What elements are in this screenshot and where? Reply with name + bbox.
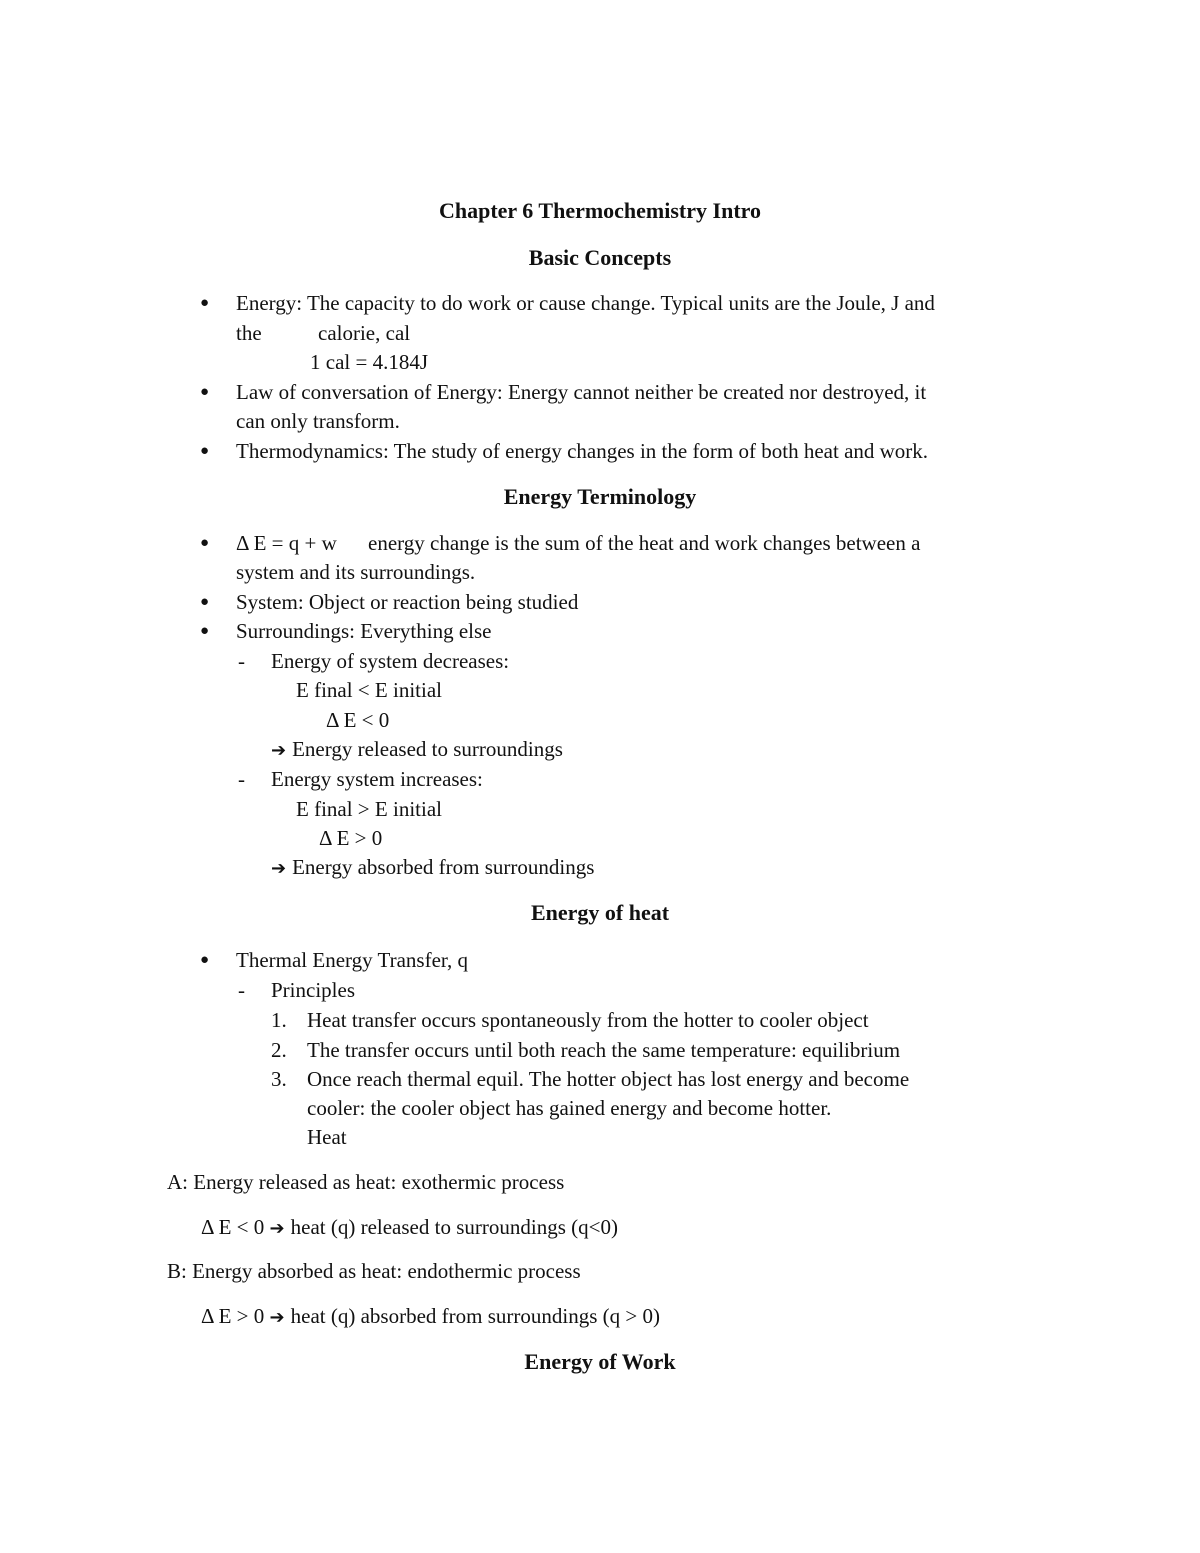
energy-increases-delta: Δ E > 0	[319, 826, 383, 850]
heading-energy-terminology: Energy Terminology	[503, 484, 697, 509]
energy-absorbed-text: Energy absorbed from surroundings	[292, 855, 595, 879]
exothermic-equation	[201, 1214, 618, 1242]
energy-decreases-label: Energy of system decreases:	[271, 649, 510, 673]
system-definition: System: Object or reaction being studied	[236, 590, 579, 614]
bullet-icon: ●	[200, 594, 210, 610]
arrow-right-icon: ➔	[271, 858, 287, 879]
arrow-right-icon: ➔	[271, 740, 287, 761]
thermodynamics-definition: Thermodynamics: The study of energy changes in the form of both heat and work.	[236, 439, 929, 463]
energy-released-text: Energy released to surroundings	[292, 737, 563, 761]
energy-decreases-delta: Δ E < 0	[326, 708, 390, 732]
principle-3-cont: cooler: the cooler object has gained energy and become hotter.	[307, 1096, 832, 1120]
page-title: Chapter 6 Thermochemistry Intro	[438, 198, 762, 223]
dash-icon: -	[238, 978, 245, 1002]
energy-definition-cont: the	[236, 321, 262, 345]
principle-1: Heat transfer occurs spontaneously from the hotter to cooler object	[307, 1008, 869, 1032]
principle-2: The transfer occurs until both reach the same temperature: equilibrium	[307, 1038, 901, 1062]
endothermic-label: B: Energy absorbed as heat: endothermic process	[167, 1259, 581, 1283]
endothermic-equation	[201, 1303, 660, 1331]
energy-released-line	[271, 736, 563, 764]
delta-e-description-cont: system and its surroundings.	[236, 560, 476, 584]
thermal-energy-transfer: Thermal Energy Transfer, q	[236, 948, 469, 972]
bullet-icon: ●	[200, 384, 210, 400]
cal-conversion: 1 cal = 4.184J	[310, 350, 428, 374]
delta-e-equation: Δ E = q + w	[236, 531, 337, 555]
bullet-icon: ●	[200, 952, 210, 968]
heading-energy-of-work: Energy of Work	[524, 1349, 676, 1374]
principle-number: 2.	[271, 1038, 287, 1062]
exothermic-label: A: Energy released as heat: exothermic process	[167, 1170, 565, 1194]
delta-e-description: energy change is the sum of the heat and work changes between a	[368, 531, 921, 555]
exothermic-result: heat (q) released to surroundings (q<0)	[290, 1215, 618, 1239]
energy-decreases-compare: E final < E initial	[296, 678, 442, 702]
dash-icon: -	[238, 767, 245, 791]
energy-definition-cal: calorie, cal	[318, 321, 411, 345]
exothermic-delta: Δ E < 0	[201, 1215, 265, 1239]
bullet-icon: ●	[200, 623, 210, 639]
endothermic-delta: Δ E > 0	[201, 1304, 265, 1328]
energy-increases-label: Energy system increases:	[271, 767, 483, 791]
heading-basic-concepts: Basic Concepts	[528, 245, 672, 270]
law-conservation-cont: can only transform.	[236, 409, 400, 433]
endothermic-result: heat (q) absorbed from surroundings (q > 0)	[290, 1304, 660, 1328]
bullet-icon: ●	[200, 535, 210, 551]
bullet-icon: ●	[200, 295, 210, 311]
energy-increases-compare: E final > E initial	[296, 797, 442, 821]
heading-energy-of-heat: Energy of heat	[530, 900, 670, 925]
principle-3-heat: Heat	[307, 1125, 347, 1149]
dash-icon: -	[238, 649, 245, 673]
energy-definition: Energy: The capacity to do work or cause change. Typical units are the Joule, J and	[236, 291, 935, 315]
principle-number: 3.	[271, 1067, 287, 1091]
bullet-icon: ●	[200, 443, 210, 459]
energy-absorbed-line	[271, 854, 594, 882]
arrow-right-icon: ➔	[269, 1218, 285, 1239]
principle-3: Once reach thermal equil. The hotter object has lost energy and become	[307, 1067, 910, 1091]
surroundings-definition: Surroundings: Everything else	[236, 619, 492, 643]
principle-number: 1.	[271, 1008, 287, 1032]
arrow-right-icon: ➔	[269, 1307, 285, 1328]
law-conservation: Law of conversation of Energy: Energy cannot neither be created nor destroyed, it	[236, 380, 927, 404]
principles-label: Principles	[271, 978, 355, 1002]
